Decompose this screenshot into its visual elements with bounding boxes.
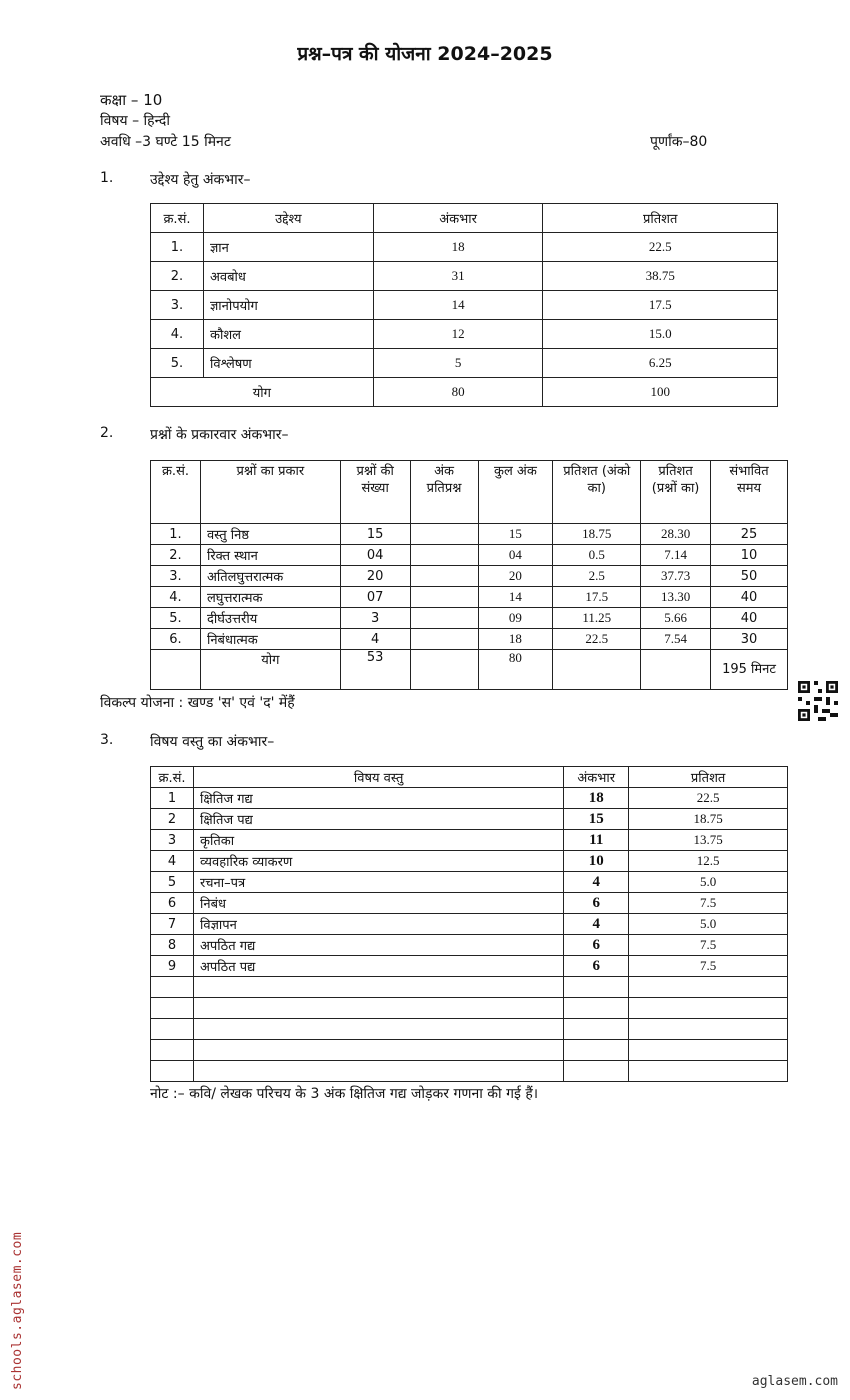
cell: विश्लेषण [203,349,373,378]
cell: 10 [711,545,788,566]
cell: 15 [564,809,629,830]
table-row [151,587,788,608]
cell: 6 [564,935,629,956]
cell: 6. [151,629,201,650]
cell: विज्ञापन [193,914,563,935]
header-cell: संभावित समय [711,461,788,524]
header-cell: कुल अंक [478,461,553,524]
header-cell: अंक प्रतिप्रश्न [410,461,478,524]
cell: 40 [711,587,788,608]
cell: 6.25 [543,349,778,378]
empty-row [151,977,788,998]
table-header-row [151,204,778,233]
subject-label: विषय – हिन्दी [100,113,170,129]
header-cell: अंकभार [373,204,543,233]
cell: 22.5 [543,233,778,262]
table-row [151,262,778,291]
cell: 4 [151,851,194,872]
cell: 12 [373,320,543,349]
cell: 2 [151,809,194,830]
header-cell: अंकभार [564,767,629,788]
cell: 6 [151,893,194,914]
cell: 9 [151,956,194,977]
cell: 37.73 [641,566,711,587]
cell: 4 [340,629,410,650]
cell: अपठित गद्य [193,935,563,956]
empty-row [151,1040,788,1061]
cell: रचना–पत्र [193,872,563,893]
cell: ज्ञान [203,233,373,262]
table-row [151,788,788,809]
cell: 11.25 [553,608,641,629]
cell: 2. [151,545,201,566]
table-row [151,629,788,650]
cell: 18 [478,629,553,650]
cell: क्षितिज गद्य [193,788,563,809]
cell: 5.0 [629,914,788,935]
cell: 3 [151,830,194,851]
cell: 7.54 [641,629,711,650]
cell: 18 [373,233,543,262]
empty-row [151,1061,788,1082]
cell: 13.30 [641,587,711,608]
qr-code-icon [798,681,838,721]
cell: 14 [373,291,543,320]
header-cell: प्रश्नों की संख्या [340,461,410,524]
empty-row [151,998,788,1019]
cell: 4. [151,587,201,608]
cell: योग [151,378,374,407]
cell [641,650,711,690]
table-row [151,233,778,262]
cell: 13.75 [629,830,788,851]
cell: 50 [711,566,788,587]
table-total-row [151,378,778,407]
cell: 07 [340,587,410,608]
cell: 6 [564,956,629,977]
table-row [151,291,778,320]
table-row [151,935,788,956]
table-row [151,851,788,872]
cell: 1 [151,788,194,809]
cell: 04 [340,545,410,566]
cell: कृतिका [193,830,563,851]
cell: 3. [151,291,204,320]
cell [410,545,478,566]
header-cell: क्र.सं. [151,767,194,788]
cell: 1. [151,524,201,545]
header-cell: प्रतिशत (अंको का) [553,461,641,524]
table-total-row [151,650,788,690]
cell: 7.5 [629,935,788,956]
cell: 6 [564,893,629,914]
cell: 22.5 [553,629,641,650]
section3-number: 3. [100,732,114,748]
cell: कौशल [203,320,373,349]
cell: 5.0 [629,872,788,893]
table-row [151,830,788,851]
cell: 7.14 [641,545,711,566]
cell: 5.66 [641,608,711,629]
cell: 18 [564,788,629,809]
cell: अवबोध [203,262,373,291]
table-row [151,566,788,587]
cell [151,650,201,690]
cell: 31 [373,262,543,291]
cell [410,650,478,690]
cell: 7.5 [629,893,788,914]
cell: 28.30 [641,524,711,545]
header-cell: उद्देश्य [203,204,373,233]
cell: 11 [564,830,629,851]
cell: निबंध [193,893,563,914]
header-cell: प्रतिशत [543,204,778,233]
table-row [151,809,788,830]
header-cell: क्र.सं. [151,461,201,524]
table-row [151,608,788,629]
cell: 04 [478,545,553,566]
question-type-table [150,460,788,690]
cell: 2. [151,262,204,291]
cell: 5 [151,872,194,893]
cell: 22.5 [629,788,788,809]
table-row [151,956,788,977]
option-scheme-note: विकल्प योजना : खण्ड 'स' एवं 'द' मेंहैं [100,695,295,711]
cell: वस्तु निष्ठ [200,524,340,545]
section1-heading: उद्देश्य हेतु अंकभार– [150,172,251,188]
cell: 5. [151,608,201,629]
cell: ज्ञानोपयोग [203,291,373,320]
cell: दीर्घउत्तरीय [200,608,340,629]
cell: 14 [478,587,553,608]
cell: 195 मिनट [711,650,788,690]
table-header-row [151,767,788,788]
cell: 3. [151,566,201,587]
table-row [151,545,788,566]
cell: 17.5 [553,587,641,608]
page-title: प्रश्न–पत्र की योजना 2024–2025 [297,43,553,65]
cell: 10 [564,851,629,872]
cell [410,629,478,650]
cell: 15 [478,524,553,545]
cell: अतिलघुत्तरात्मक [200,566,340,587]
cell: 38.75 [543,262,778,291]
cell: 15 [340,524,410,545]
cell [410,566,478,587]
cell: योग [200,650,340,690]
cell [553,650,641,690]
class-label: कक्षा – 10 [100,91,163,109]
cell: 4 [564,914,629,935]
cell [410,608,478,629]
cell: 7.5 [629,956,788,977]
cell: 80 [478,650,553,690]
cell: व्यवहारिक व्याकरण [193,851,563,872]
objective-table [150,203,778,407]
cell: 5 [373,349,543,378]
header-cell: प्रश्नों का प्रकार [200,461,340,524]
cell: 18.75 [629,809,788,830]
table-row [151,349,778,378]
section3-heading: विषय वस्तु का अंकभार– [150,734,275,750]
empty-row [151,1019,788,1040]
section1-number: 1. [100,170,114,186]
header-cell: विषय वस्तु [193,767,563,788]
cell: 2.5 [553,566,641,587]
cell: लघुत्तरात्मक [200,587,340,608]
cell: 4. [151,320,204,349]
cell: 80 [373,378,543,407]
duration-label: अवधि –3 घण्टे 15 मिनट [100,134,231,150]
cell: 30 [711,629,788,650]
header-cell: प्रतिशत (प्रश्नों का) [641,461,711,524]
table-row [151,893,788,914]
content-weightage-table [150,766,788,1082]
table-row [151,914,788,935]
cell: 09 [478,608,553,629]
cell: अपठित पद्य [193,956,563,977]
section2-heading: प्रश्नों के प्रकारवार अंकभार– [150,427,289,443]
cell: क्षितिज पद्य [193,809,563,830]
cell: 0.5 [553,545,641,566]
cell: 100 [543,378,778,407]
cell: 25 [711,524,788,545]
cell: 20 [478,566,553,587]
cell: 8 [151,935,194,956]
table-row [151,872,788,893]
cell: 4 [564,872,629,893]
side-watermark: schools.aglasem.com [10,1231,25,1390]
cell [410,587,478,608]
table-header-row [151,461,788,524]
table-row [151,524,788,545]
note-text: नोट :– कवि/ लेखक परिचय के 3 अंक क्षितिज गद्य जोड़कर गणना की गई हैं। [150,1086,539,1102]
header-cell: प्रतिशत [629,767,788,788]
cell: 17.5 [543,291,778,320]
cell: 12.5 [629,851,788,872]
header-cell: क्र.सं. [151,204,204,233]
cell: रिक्त स्थान [200,545,340,566]
cell: 3 [340,608,410,629]
cell: 7 [151,914,194,935]
cell: 40 [711,608,788,629]
cell: 53 [340,650,410,690]
cell: निबंधात्मक [200,629,340,650]
cell: 1. [151,233,204,262]
cell [410,524,478,545]
section2-number: 2. [100,425,114,441]
footer-watermark: aglasem.com [751,1374,838,1389]
table-row [151,320,778,349]
cell: 18.75 [553,524,641,545]
max-marks-label: पूर्णांक–80 [650,134,708,150]
cell: 20 [340,566,410,587]
cell: 15.0 [543,320,778,349]
cell: 5. [151,349,204,378]
